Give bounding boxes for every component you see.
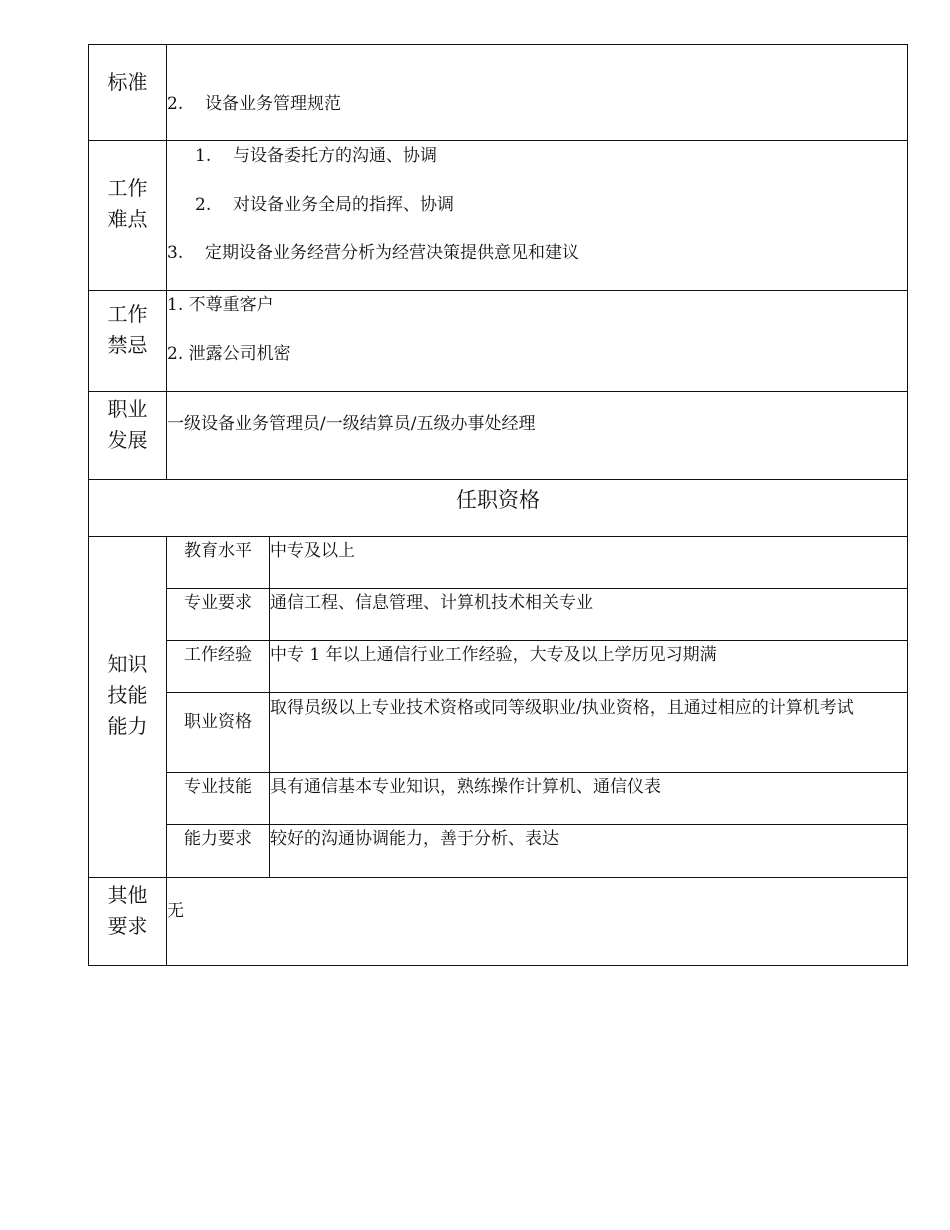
row-knowledge (89, 537, 908, 589)
taboo-item: 2. 泄露公司机密 (167, 344, 291, 364)
taboo-item: 1. 不尊重客户 (167, 295, 274, 315)
row-knowledge (89, 773, 908, 825)
item-text: 对设备业务全局的指挥、协调 (233, 195, 454, 215)
difficulty-item (167, 241, 579, 265)
knowledge-item-name: 工作经验 (167, 641, 270, 693)
other-text: 无 (167, 901, 184, 921)
label-text: 标准 (107, 70, 148, 94)
knowledge-item-name: 教育水平 (167, 537, 270, 589)
career-text: 一级设备业务管理员/一级结算员/五级办事处经理 (167, 414, 536, 434)
row-standard (89, 45, 908, 141)
row-knowledge (89, 589, 908, 641)
job-description-table (88, 44, 908, 966)
item-number: 1. (195, 146, 212, 166)
row-knowledge (89, 693, 908, 773)
label-text: 知识 (107, 652, 148, 676)
knowledge-item-name: 能力要求 (167, 825, 270, 878)
standard-content (167, 45, 908, 141)
label-standard (89, 45, 167, 141)
label-text: 难点 (107, 207, 148, 231)
knowledge-item-name: 专业要求 (167, 589, 270, 641)
label-text: 禁忌 (107, 333, 148, 357)
label-other (89, 878, 167, 966)
row-knowledge (89, 825, 908, 878)
row-knowledge (89, 641, 908, 693)
label-text: 能力 (107, 714, 148, 738)
row-other (89, 878, 908, 966)
section-title: 任职资格 (89, 480, 908, 537)
item-number: 2. (195, 195, 212, 215)
difficulty-item (195, 193, 454, 217)
row-difficulty (89, 141, 908, 291)
item-text: 定期设备业务经营分析为经营决策提供意见和建议 (205, 243, 579, 263)
label-text: 其他 (107, 883, 148, 907)
knowledge-item-value: 中专及以上 (270, 537, 908, 589)
row-taboo (89, 291, 908, 392)
item-text: 设备业务管理规范 (205, 94, 341, 114)
label-taboo (89, 291, 167, 392)
label-text: 技能 (107, 683, 148, 707)
row-career (89, 392, 908, 480)
knowledge-item-value: 具有通信基本专业知识，熟练操作计算机、通信仪表 (270, 773, 908, 825)
knowledge-item-value: 较好的沟通协调能力，善于分析、表达 (270, 825, 908, 878)
item-text: 与设备委托方的沟通、协调 (233, 146, 437, 166)
label-text: 工作 (107, 176, 148, 200)
knowledge-item-value: 取得员级以上专业技术资格或同等级职业/执业资格，且通过相应的计算机考试 (270, 693, 908, 773)
difficulty-item (195, 144, 437, 168)
label-text: 发展 (107, 428, 148, 452)
career-content (167, 392, 908, 480)
item-number: 2. (167, 94, 184, 114)
knowledge-item-name: 职业资格 (167, 693, 270, 773)
difficulty-content (167, 141, 908, 291)
item-number: 3. (167, 243, 184, 263)
knowledge-item-name: 专业技能 (167, 773, 270, 825)
other-content (167, 878, 908, 966)
label-career (89, 392, 167, 480)
label-text: 要求 (107, 914, 148, 938)
label-knowledge (89, 537, 167, 878)
standard-item-2 (167, 92, 341, 116)
label-text: 职业 (107, 397, 148, 421)
label-difficulty (89, 141, 167, 291)
row-qualification-title (89, 480, 908, 537)
knowledge-item-value: 通信工程、信息管理、计算机技术相关专业 (270, 589, 908, 641)
taboo-content (167, 291, 908, 392)
label-text: 工作 (107, 302, 148, 326)
knowledge-item-value: 中专 1 年以上通信行业工作经验，大专及以上学历见习期满 (270, 641, 908, 693)
